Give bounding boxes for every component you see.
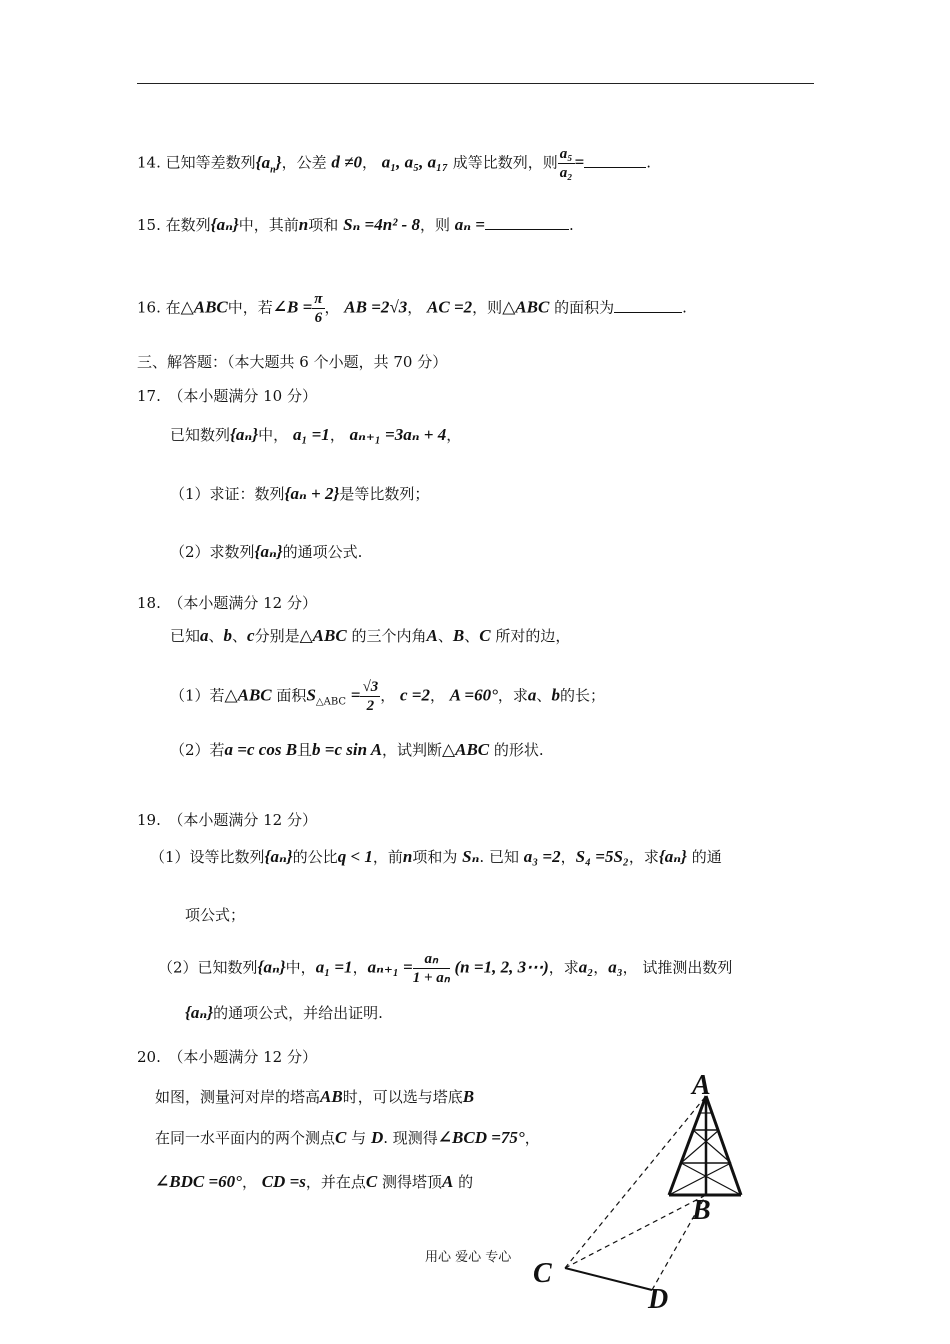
text: （1）求证：数列 <box>170 485 285 503</box>
page-footer: 用心 爱心 专心 <box>425 1250 512 1265</box>
text: 项和为 <box>412 848 458 866</box>
text: 面积 <box>276 686 307 705</box>
text: 在同一水平面内的两个测点 <box>155 1129 336 1147</box>
math-S: S <box>306 685 316 705</box>
text: 试推测出数列 <box>642 958 733 977</box>
text: 已知数列 <box>170 426 231 444</box>
text: 的面积为 <box>554 298 615 317</box>
math-triangle: △ABC <box>180 297 228 317</box>
math-C: C <box>479 626 491 645</box>
math-C: C <box>335 1128 347 1147</box>
text: 时，可以选与塔底 <box>342 1088 463 1106</box>
text: ，试判断 <box>382 741 443 759</box>
math-formula: a₁ =1 <box>292 425 330 444</box>
math-answer: aₙ = <box>454 215 485 234</box>
text: 中， <box>258 426 289 444</box>
text: 测得塔顶 <box>382 1173 443 1191</box>
numerator: aₙ <box>413 950 450 969</box>
text: ， <box>324 298 340 317</box>
math-seq: {aₙ} <box>230 425 259 444</box>
q18-line-2: （1）若△ABC 面积$S_{\triangle ABC}$ = $\frac{√3}{2}$ ， c =2， A =60°，求a、b的长； <box>170 679 605 714</box>
text: . <box>646 153 651 172</box>
text: （2）求数列 <box>170 543 255 561</box>
label-C: C <box>533 1258 552 1289</box>
q20-line-3: ∠BDC =60°， CD =s，并在点C 测得塔顶A 的 <box>155 1172 474 1191</box>
text: （2）已知数列 <box>158 958 258 977</box>
math-triangle: △ABC <box>442 740 490 759</box>
text: . <box>568 216 574 234</box>
text: ，则 <box>472 298 503 317</box>
math-b: b <box>551 685 560 705</box>
math-a: a <box>200 626 209 645</box>
text: 中，其前 <box>238 216 299 234</box>
math-ab: AB =2√3 <box>344 297 408 317</box>
text: 在 <box>165 298 181 317</box>
text: 的公比 <box>292 848 338 866</box>
text: 与 <box>351 1129 367 1147</box>
line-CA <box>565 1096 706 1268</box>
text: 且 <box>297 741 313 759</box>
question-number: 14. <box>137 153 161 172</box>
numerator: a₅ <box>559 146 573 162</box>
math-angle: ∠BDC =60° <box>155 1172 242 1191</box>
text: 的形状. <box>493 741 544 759</box>
math-formula: b =c sin A <box>312 740 383 759</box>
text: （2）若 <box>170 741 225 759</box>
text: （1）若 <box>170 686 225 705</box>
denominator: 2 <box>366 698 375 714</box>
label-A: A <box>692 1070 711 1101</box>
question-17-heading: 17. （本小题满分 10 分） <box>137 387 317 405</box>
math-n: n <box>402 847 413 866</box>
text: . 已知 <box>479 848 519 866</box>
q17-line-1: 已知数列{aₙ}中， a₁ =1， aₙ₊₁ =3aₙ + 4， <box>170 425 462 444</box>
math-seq: {aₙ} <box>185 1003 214 1022</box>
math-S: Sₙ <box>462 847 480 866</box>
text: ，前 <box>372 848 403 866</box>
math-angle: ∠B = <box>272 297 313 317</box>
text: 所对的边， <box>495 627 571 645</box>
math-terms: a₁, a₅, a₁₇ <box>381 152 448 172</box>
math-c: c =2 <box>400 685 430 705</box>
text: 、 <box>208 627 224 645</box>
text: ，并在点 <box>305 1173 366 1191</box>
math-seq: {aₙ} <box>254 542 283 561</box>
text: ，求 <box>628 848 659 866</box>
math-a3: a₃ <box>608 957 623 977</box>
math-seq: {aₙ} <box>264 847 293 866</box>
math-triangle: △ABC <box>224 685 272 705</box>
question-number: 15. <box>137 216 161 234</box>
math-ac: AC =2 <box>427 297 473 317</box>
math-triangle: △ABC <box>502 297 550 317</box>
math-eq: = <box>574 152 585 172</box>
math-n: n <box>298 215 309 234</box>
numerator: π <box>314 291 323 307</box>
math-A: A <box>442 1172 454 1191</box>
text: ，求 <box>497 686 528 705</box>
math-formula: a =c cos B <box>224 740 298 759</box>
text: 中， <box>285 958 316 977</box>
label-B: B <box>692 1195 711 1226</box>
math-seq: {aₙ} <box>257 957 286 977</box>
math-an: aₙ₊₁ = <box>367 957 413 977</box>
math-C: C <box>365 1172 378 1191</box>
text: 的通项公式. <box>282 543 363 561</box>
math-c: c <box>247 626 255 645</box>
text: . <box>682 298 687 317</box>
text: 的通项公式，并给出证明. <box>213 1004 383 1022</box>
text: 已知等差数列 <box>165 153 256 172</box>
denominator: 1 + aₙ <box>412 970 450 986</box>
question-20-heading: 20. （本小题满分 12 分） <box>137 1048 317 1066</box>
question-18-heading: 18. （本小题满分 12 分） <box>137 594 317 612</box>
q19-line-1: （1）设等比数列{aₙ}的公比q < 1，前n项和为 Sₙ. 已知 a₃ =2，S₄ =5S₂，求{aₙ} 的通 <box>150 847 722 866</box>
math-a1: a₁ =1 <box>315 957 353 977</box>
math-seq: {aₙ} <box>210 215 239 234</box>
math-seq: {aₙ} <box>658 847 687 866</box>
math-A: A <box>426 626 438 645</box>
math-q: q < 1 <box>337 847 373 866</box>
math-formula: Sₙ =4n² - 8 <box>343 215 420 234</box>
math-condition: (n =1, 2, 3⋯) <box>454 957 549 977</box>
math-triangle: △ABC <box>299 626 347 645</box>
math-S4: S₄ =5S₂ <box>575 847 629 866</box>
math-a: a <box>527 685 537 705</box>
text: 中，若 <box>227 298 273 317</box>
question-19-heading: 19. （本小题满分 12 分） <box>137 811 317 829</box>
text: 分别是 <box>254 627 300 645</box>
math-a3: a₃ =2 <box>523 847 561 866</box>
question-number: 16. <box>137 298 161 317</box>
text: 是等比数列； <box>339 485 430 503</box>
text: 的长； <box>559 686 605 705</box>
text: . 现测得 <box>383 1129 438 1147</box>
line-CD <box>565 1268 652 1290</box>
math-a2: a₂ <box>578 957 594 977</box>
math-B: B <box>462 1087 475 1106</box>
math-subscript: △ABC <box>315 696 347 708</box>
text: ， <box>524 1129 540 1147</box>
math-condition: d ≠0 <box>331 152 362 172</box>
math-seq: $\{a_n\}$ <box>255 152 282 175</box>
text: 成等比数列，则 <box>452 153 558 172</box>
q18-line-1: 已知a、b、c分别是△ABC 的三个内角A、B、C 所对的边， <box>170 626 571 645</box>
text: ，求 <box>548 958 579 977</box>
text: ，公差 <box>281 153 327 172</box>
denominator: 6 <box>314 310 323 326</box>
text: 的通 <box>691 848 722 866</box>
text: ，则 <box>419 216 450 234</box>
math-b: b <box>223 626 233 645</box>
text: 的 <box>458 1173 474 1191</box>
text: ， <box>407 298 423 317</box>
text: 的三个内角 <box>351 627 427 645</box>
text: 如图，测量河对岸的塔高 <box>155 1088 321 1106</box>
math-AB: AB <box>320 1087 343 1106</box>
math-CD: CD =s <box>261 1172 306 1191</box>
math-seq: {aₙ + 2} <box>284 484 340 503</box>
math-formula: aₙ₊₁ =3aₙ + 4 <box>349 425 447 444</box>
numerator: √3 <box>362 679 379 695</box>
text: （1）设等比数列 <box>150 848 265 866</box>
q19-line-2: 项公式； <box>185 906 246 924</box>
text: 在数列 <box>165 216 211 234</box>
text: ， <box>361 153 377 172</box>
text: 项和 <box>308 216 339 234</box>
math-A: A =60° <box>449 685 498 705</box>
math-B: B <box>452 626 465 645</box>
q19-line-3: （2）已知数列{aₙ}中，a₁ =1，aₙ₊₁ = $\frac{\text{aₙ}}{\text{1 + aₙ}}$ (n =1, 2, 3⋯)，求a₂，a₃， 试推测出数列 <box>158 951 733 986</box>
math-angle: ∠BCD =75° <box>437 1128 525 1147</box>
label-D: D <box>648 1284 669 1315</box>
math-D: D <box>370 1128 384 1147</box>
denominator: a₂ <box>559 165 573 181</box>
section-heading: 三、解答题：（本大题共 6 个小题，共 70 分） <box>137 353 448 371</box>
